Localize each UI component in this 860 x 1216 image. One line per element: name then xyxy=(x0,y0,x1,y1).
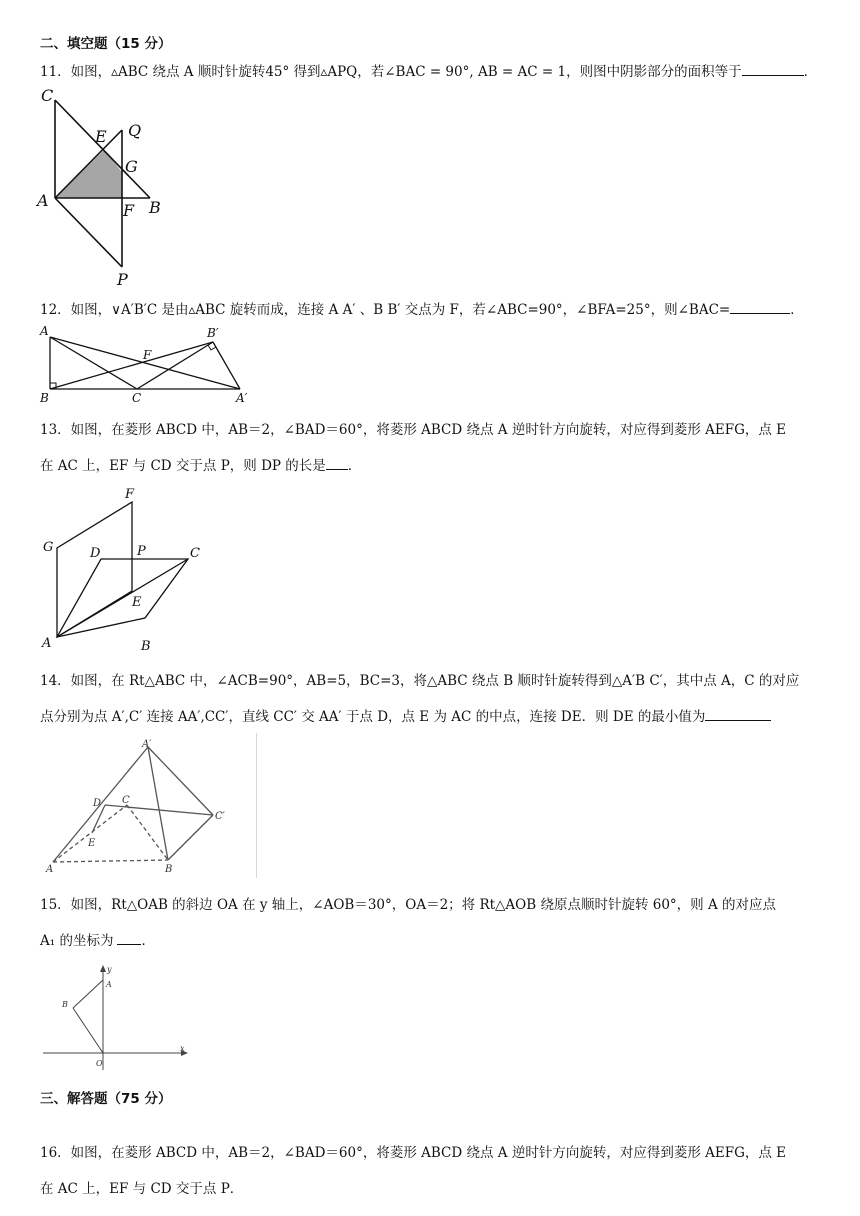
question-14-answer-blank[interactable] xyxy=(705,708,771,721)
question-15-line1: 15．如图，Rt△OAB 的斜边 OA 在 y 轴上，∠AOB＝30°，OA＝2；将 Rt△AOB 绕原点顺时针旋转 60°，则 A 的对应点 xyxy=(40,897,777,913)
question-14-line2 xyxy=(40,705,771,725)
label-a: A xyxy=(37,191,49,210)
label-a-prime: A′ xyxy=(142,739,152,750)
question-12-answer-blank[interactable] xyxy=(730,301,790,314)
question-14-stem: 点分别为点 A′,C′ 连接 AA′,CC′，直线 CC′ 交 AA′ 于点 D，点 E 为 AC 的中点，连接 DE．则 DE 的最小值为 xyxy=(40,709,706,725)
figure-divider xyxy=(256,733,257,878)
label-d: D xyxy=(90,546,101,561)
label-c: C xyxy=(190,546,200,561)
label-g: G xyxy=(125,157,138,176)
question-12-stem: 12．如图，∨A′B′C 是由▵ABC 旋转而成，连接 A A′ 、B B′ 交点为 F，若∠ABC=90°，∠BFA=25°，则∠BAC= xyxy=(40,302,731,318)
label-q: Q xyxy=(128,121,142,140)
label-e: E xyxy=(95,127,107,146)
question-13-line2: 在 AC 上，EF 与 CD 交于点 P，则 DP 的长是 ． xyxy=(40,458,362,474)
label-b: B xyxy=(62,1000,68,1009)
label-a-prime: A′ xyxy=(236,391,248,405)
label-f: F xyxy=(143,348,152,362)
question-15-line2: A₁ 的坐标为 ． xyxy=(40,933,155,949)
question-13-figure xyxy=(35,485,210,655)
label-b: B xyxy=(149,198,161,217)
question-15-stem: A₁ 的坐标为 xyxy=(40,933,114,949)
label-c: C xyxy=(122,795,130,806)
label-a: A xyxy=(46,864,54,875)
label-c: C xyxy=(41,86,54,105)
question-12-text: 12．如图，∨A′B′C 是由▵ABC 旋转而成，连接 A A′ 、B B′ 交点为 F，若∠ABC=90°，∠BFA=25°，则∠BAC= ． xyxy=(40,302,804,318)
section-answer-title: 三、解答题（75 分） xyxy=(40,1091,172,1107)
shaded-region xyxy=(55,150,122,198)
label-p: P xyxy=(137,544,146,559)
question-12-figure xyxy=(35,322,260,407)
question-15-answer-blank[interactable] xyxy=(117,932,141,945)
label-b: B xyxy=(165,864,173,875)
label-e: E xyxy=(88,838,96,849)
label-c: C xyxy=(132,391,142,405)
question-14-line1: 14．如图，在 Rt△ABC 中，∠ACB=90°，AB=5，BC=3，将△ABC 绕点 B 顺时针旋转得到△A′B C′，其中点 A，C 的对应 xyxy=(40,673,800,689)
question-11-figure xyxy=(30,85,170,290)
question-16-line2: 在 AC 上，EF 与 CD 交于点 P． xyxy=(40,1181,244,1197)
label-b: B xyxy=(141,639,151,654)
label-p: P xyxy=(117,270,128,289)
label-e: E xyxy=(132,595,142,610)
section-fill-blank-title: 二、填空题（15 分） xyxy=(40,36,172,52)
label-f: F xyxy=(123,201,135,220)
label-c-prime: C′ xyxy=(215,811,225,822)
label-d: D xyxy=(93,798,102,809)
label-o: O xyxy=(96,1059,103,1068)
question-11-text: 11．如图，▵ABC 绕点 A 顺时针旋转45° 得到▵APQ，若∠BAC = 90°, AB = AC = 1，则图中阴影部分的面积等于 ． xyxy=(40,64,818,80)
label-y: y xyxy=(107,965,112,974)
question-15-figure xyxy=(35,960,195,1075)
label-a: A xyxy=(40,324,49,338)
question-16-line1: 16．如图，在菱形 ABCD 中，AB＝2，∠BAD＝60°，将菱形 ABCD 绕点 A 逆时针方向旋转，对应得到菱形 AEFG，点 E xyxy=(40,1145,787,1161)
label-b: B xyxy=(40,391,49,405)
label-a: A xyxy=(106,980,112,989)
label-x: x xyxy=(180,1044,185,1053)
label-b-prime: B′ xyxy=(207,326,219,340)
question-13-stem: 在 AC 上，EF 与 CD 交于点 P，则 DP 的长是 xyxy=(40,458,326,474)
label-f: F xyxy=(125,487,135,502)
label-g: G xyxy=(43,540,54,555)
question-13-answer-blank[interactable] xyxy=(326,457,348,470)
question-14-figure xyxy=(35,735,240,875)
question-13-line1: 13．如图，在菱形 ABCD 中，AB＝2，∠BAD＝60°，将菱形 ABCD 绕点 A 逆时针方向旋转，对应得到菱形 AEFG，点 E xyxy=(40,422,787,438)
label-a: A xyxy=(42,636,52,651)
question-11-answer-blank[interactable] xyxy=(742,63,804,76)
question-11-stem: 11．如图，▵ABC 绕点 A 顺时针旋转45° 得到▵APQ，若∠BAC = 90°, AB = AC = 1，则图中阴影部分的面积等于 xyxy=(40,64,742,80)
